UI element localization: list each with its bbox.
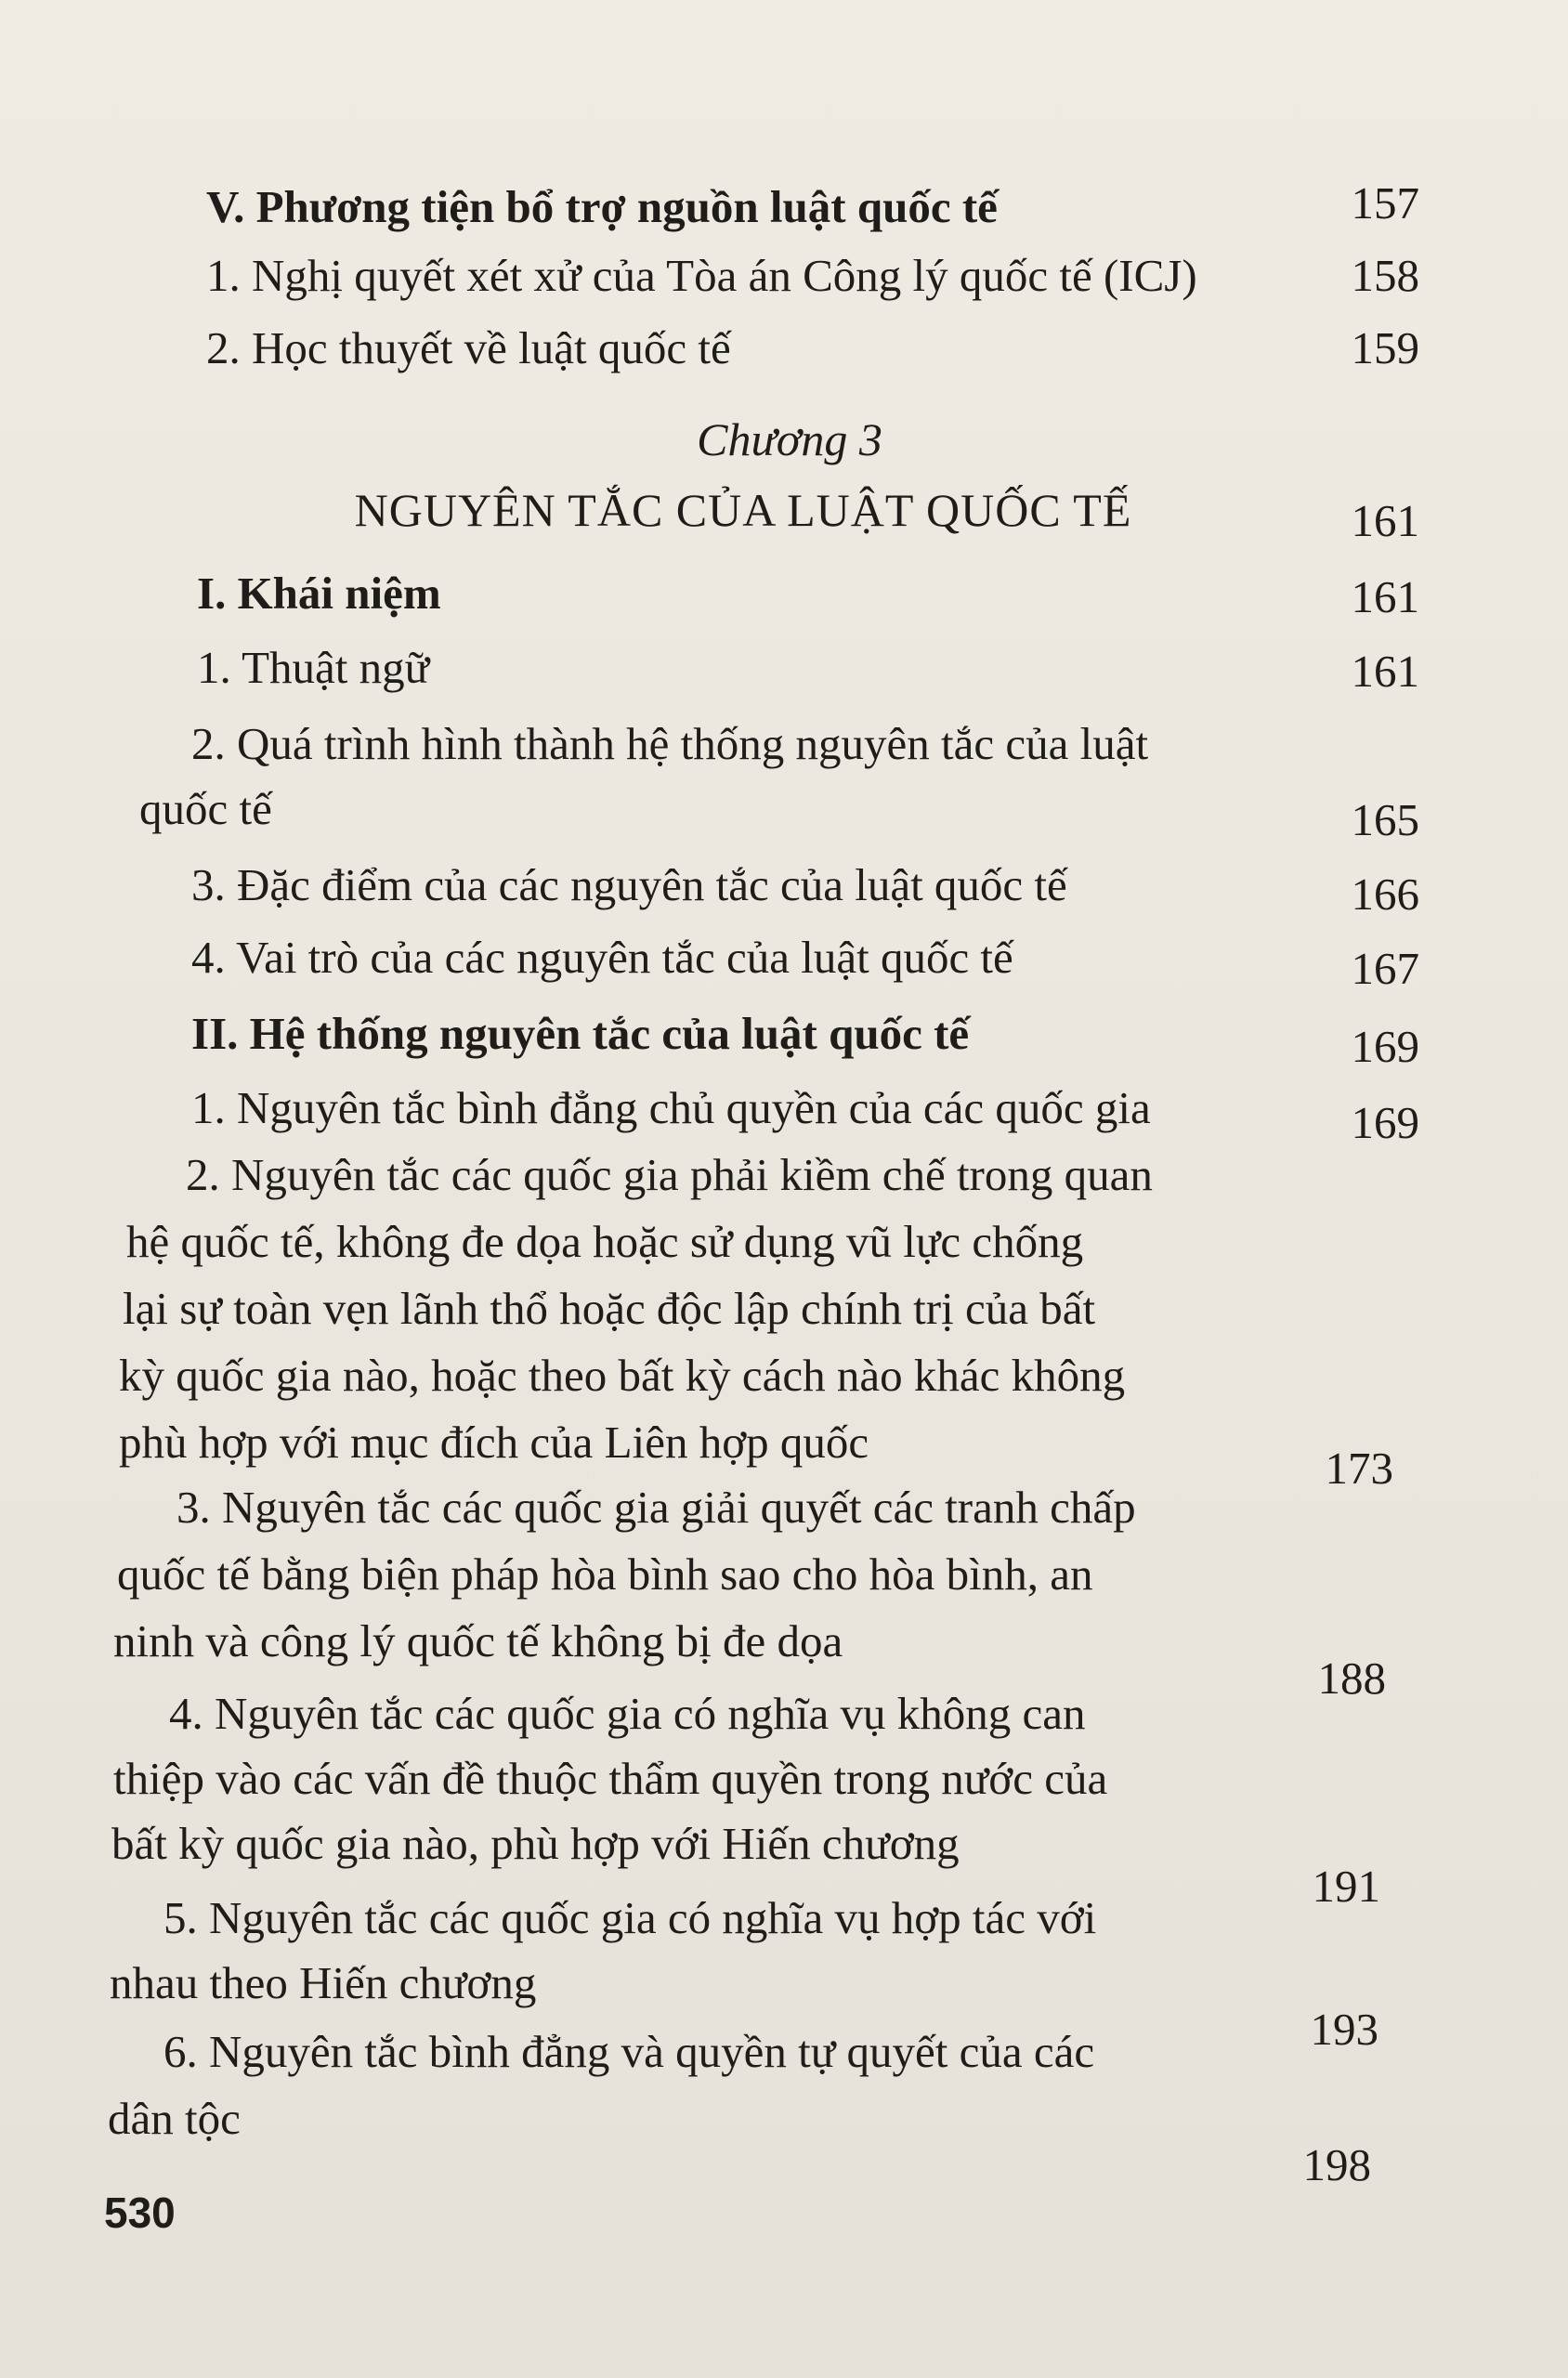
toc-item-line: 2. Nguyên tắc các quốc gia phải kiềm chế trong quan	[186, 1149, 1153, 1200]
toc-item-line: 5. Nguyên tắc các quốc gia có nghĩa vụ hợp tác với	[163, 1892, 1097, 1943]
toc-item-page: 193	[1310, 2004, 1379, 2055]
chapter-page: 161	[1351, 495, 1419, 546]
toc-item-page: 161	[1351, 646, 1419, 697]
toc-item-page: 165	[1351, 794, 1419, 845]
toc-entry-title: 2. Học thuyết về luật quốc tế	[206, 322, 731, 373]
toc-item-line: 1. Thuật ngữ	[197, 642, 430, 693]
toc-item-line: bất kỳ quốc gia nào, phù hợp với Hiến chương	[111, 1818, 960, 1869]
section-page: 161	[1351, 571, 1419, 622]
section-title: II. Hệ thống nguyên tắc của luật quốc tế	[191, 1008, 970, 1059]
toc-item-line: nhau theo Hiến chương	[110, 1957, 537, 2008]
toc-entry-title: V. Phương tiện bổ trợ nguồn luật quốc tế	[206, 181, 998, 232]
toc-item-line: 3. Nguyên tắc các quốc gia giải quyết các tranh chấp	[176, 1482, 1136, 1533]
toc-item-line: 1. Nguyên tắc bình đẳng chủ quyền của các quốc gia	[191, 1082, 1151, 1133]
toc-item-page: 166	[1351, 869, 1419, 920]
toc-entry-title: 1. Nghị quyết xét xử của Tòa án Công lý quốc tế (ICJ)	[206, 250, 1197, 301]
section-title: I. Khái niệm	[197, 568, 441, 619]
toc-item-line: hệ quốc tế, không đe dọa hoặc sử dụng vũ lực chống	[126, 1216, 1084, 1267]
toc-item-page: 198	[1302, 2139, 1371, 2190]
toc-entry-page: 159	[1351, 322, 1419, 373]
section-page: 169	[1351, 1021, 1419, 1072]
toc-item-page: 169	[1351, 1097, 1419, 1148]
toc-item-page: 188	[1317, 1653, 1386, 1704]
toc-item-line: 2. Quá trình hình thành hệ thống nguyên tắc của luật	[191, 718, 1149, 769]
toc-item-line: ninh và công lý quốc tế không bị đe dọa	[113, 1615, 843, 1666]
toc-item-line: lại sự toàn vẹn lãnh thổ hoặc độc lập chính trị của bất	[123, 1283, 1096, 1334]
toc-item-line: 4. Nguyên tắc các quốc gia có nghĩa vụ không can	[169, 1688, 1086, 1739]
toc-item-line: 6. Nguyên tắc bình đẳng và quyền tự quyết của các	[163, 2026, 1095, 2077]
toc-item-page: 191	[1312, 1861, 1380, 1912]
toc-item-line: kỳ quốc gia nào, hoặc theo bất kỳ cách nào khác không	[119, 1350, 1126, 1401]
toc-item-line: thiệp vào các vấn đề thuộc thẩm quyền trong nước của	[113, 1753, 1108, 1804]
page-number: 530	[104, 2189, 176, 2237]
chapter-label: Chương 3	[697, 413, 882, 465]
chapter-title: NGUYÊN TẮC CỦA LUẬT QUỐC TẾ	[354, 484, 1132, 536]
toc-entry-page: 158	[1351, 250, 1419, 301]
toc-item-page: 173	[1325, 1443, 1393, 1494]
toc-item-line: quốc tế bằng biện pháp hòa bình sao cho hòa bình, an	[117, 1548, 1093, 1600]
toc-item-line: phù hợp với mục đích của Liên hợp quốc	[119, 1417, 869, 1468]
toc-item-page: 167	[1351, 943, 1419, 994]
toc-entry-page: 157	[1351, 177, 1419, 229]
toc-item-line: 3. Đặc điểm của các nguyên tắc của luật quốc tế	[191, 859, 1067, 910]
toc-item-line: dân tộc	[108, 2093, 241, 2144]
toc-item-line: quốc tế	[139, 783, 272, 834]
toc-item-line: 4. Vai trò của các nguyên tắc của luật quốc tế	[191, 932, 1013, 983]
